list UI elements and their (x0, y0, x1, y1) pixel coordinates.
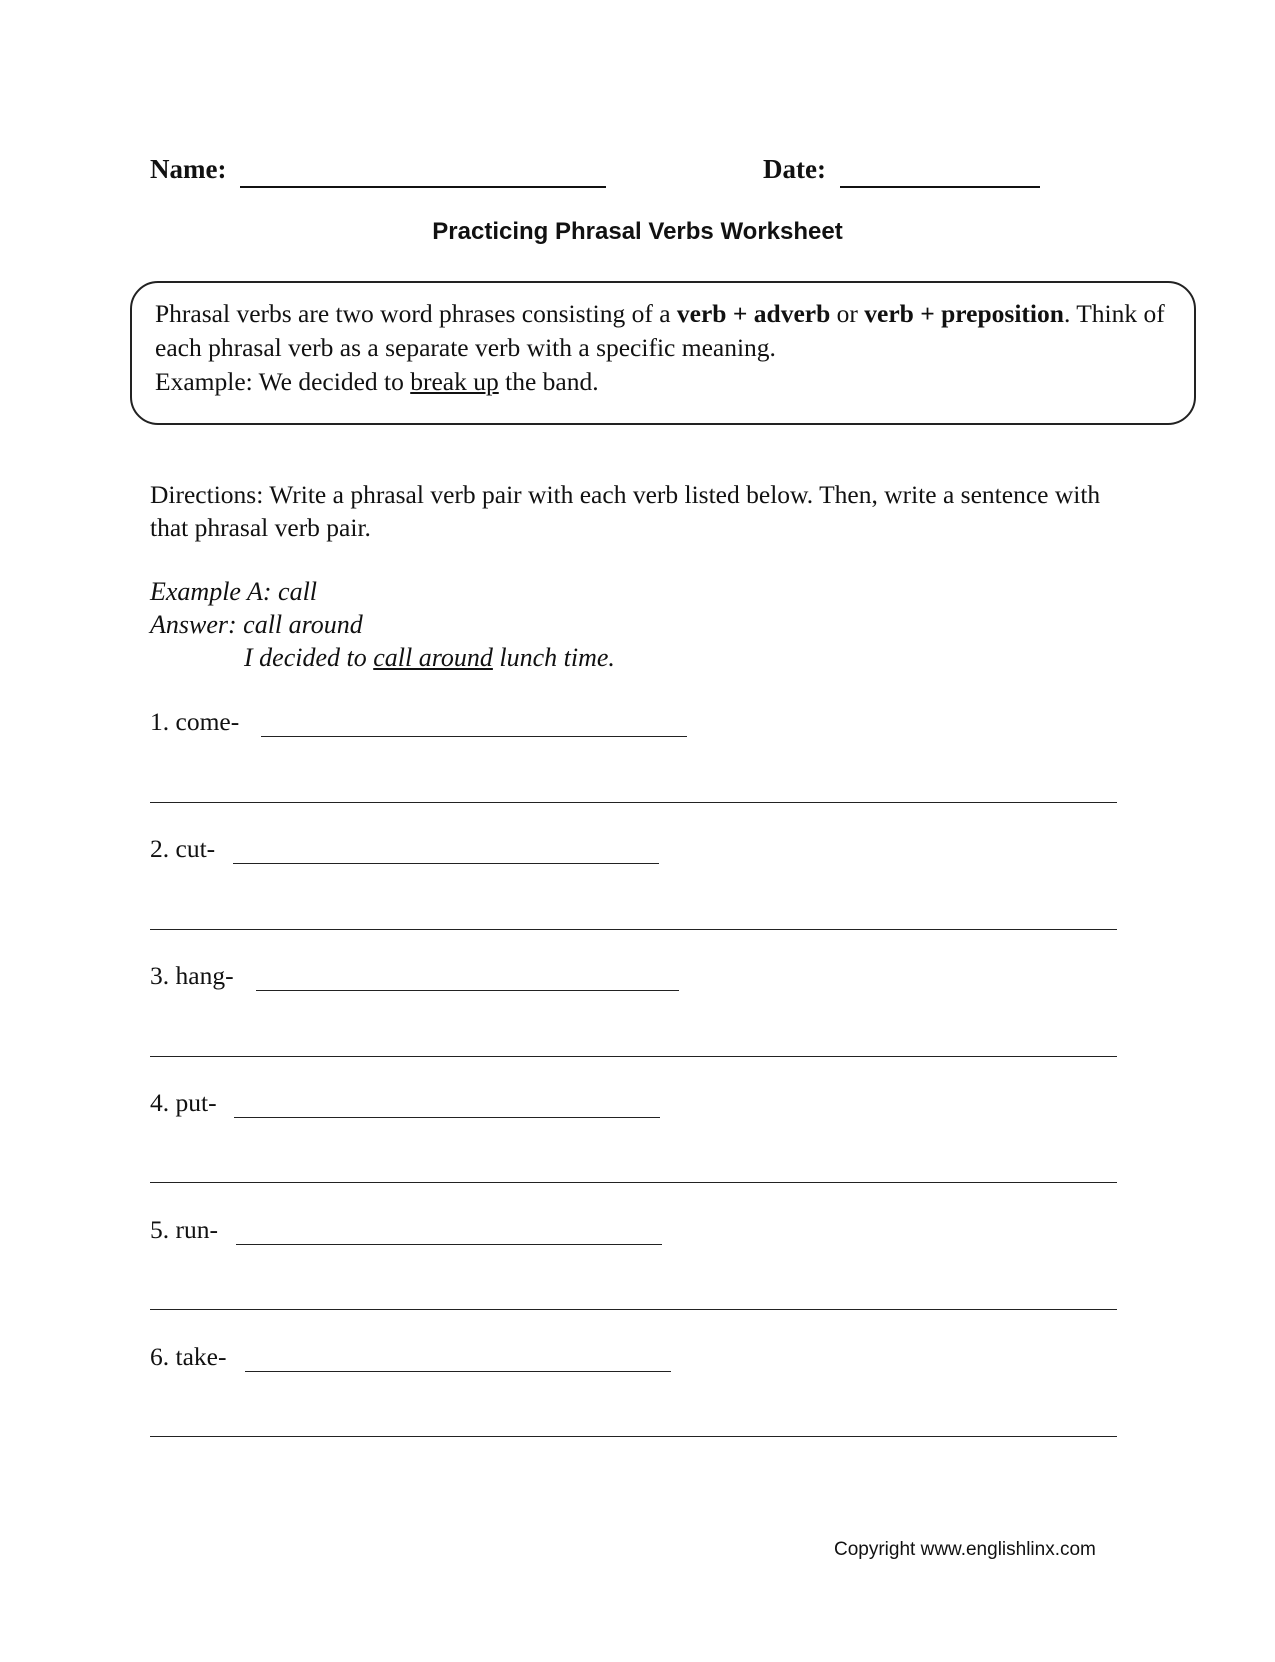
item-sentence-line-cut[interactable] (150, 929, 1117, 930)
info-text-part: or (830, 299, 865, 328)
example-sentence-underlined: call around (373, 643, 493, 672)
item-answer-line-put[interactable] (234, 1117, 660, 1118)
item-label-run: 5. run- (150, 1215, 218, 1244)
item-answer-line-hang[interactable] (256, 990, 679, 991)
info-example-underlined: break up (410, 367, 499, 396)
item-sentence-line-hang[interactable] (150, 1056, 1117, 1057)
name-label: Name: (150, 154, 227, 184)
item-sentence-line-come[interactable] (150, 802, 1117, 803)
date-field[interactable] (840, 186, 1040, 188)
info-bold-verb-adverb: verb + adverb (676, 299, 831, 328)
example-a: Example A: call (150, 577, 318, 606)
item-answer-line-cut[interactable] (233, 863, 659, 864)
date-label: Date: (763, 154, 826, 184)
info-text-part: . Think of each phrasal verb as a separate verb with a specific meaning. (155, 299, 1165, 362)
item-label-take: 6. take- (150, 1342, 227, 1371)
directions: Directions: Write a phrasal verb pair with each verb listed below. Then, write a sentence with that phrasal verb pair. (150, 480, 1101, 542)
item-answer-line-run[interactable] (236, 1244, 662, 1245)
item-label-put: 4. put- (150, 1088, 217, 1117)
name-field[interactable] (240, 186, 606, 188)
example-answer: Answer: call around (150, 610, 363, 639)
worksheet-title: Practicing Phrasal Verbs Worksheet (432, 218, 843, 245)
info-text-part: Phrasal verbs are two word phrases consisting of a (155, 299, 677, 328)
info-bold-verb-preposition: verb + preposition (864, 299, 1064, 328)
info-text (155, 297, 1165, 399)
example-sentence-prefix: I decided to (244, 643, 374, 672)
item-label-cut: 2. cut- (150, 834, 216, 863)
copyright-text: Copyright www.englishlinx.com (834, 1539, 1096, 1560)
item-answer-line-come[interactable] (261, 736, 687, 737)
info-example-suffix: the band. (498, 367, 599, 396)
info-example-prefix: Example: We decided to (155, 367, 411, 396)
item-sentence-line-take[interactable] (150, 1436, 1117, 1437)
item-label-come: 1. come- (150, 707, 240, 736)
item-answer-line-take[interactable] (245, 1371, 671, 1372)
example-sentence-suffix: lunch time. (492, 643, 615, 672)
example-sentence (244, 643, 615, 673)
item-label-hang: 3. hang- (150, 961, 234, 990)
item-sentence-line-run[interactable] (150, 1309, 1117, 1310)
item-sentence-line-put[interactable] (150, 1182, 1117, 1183)
